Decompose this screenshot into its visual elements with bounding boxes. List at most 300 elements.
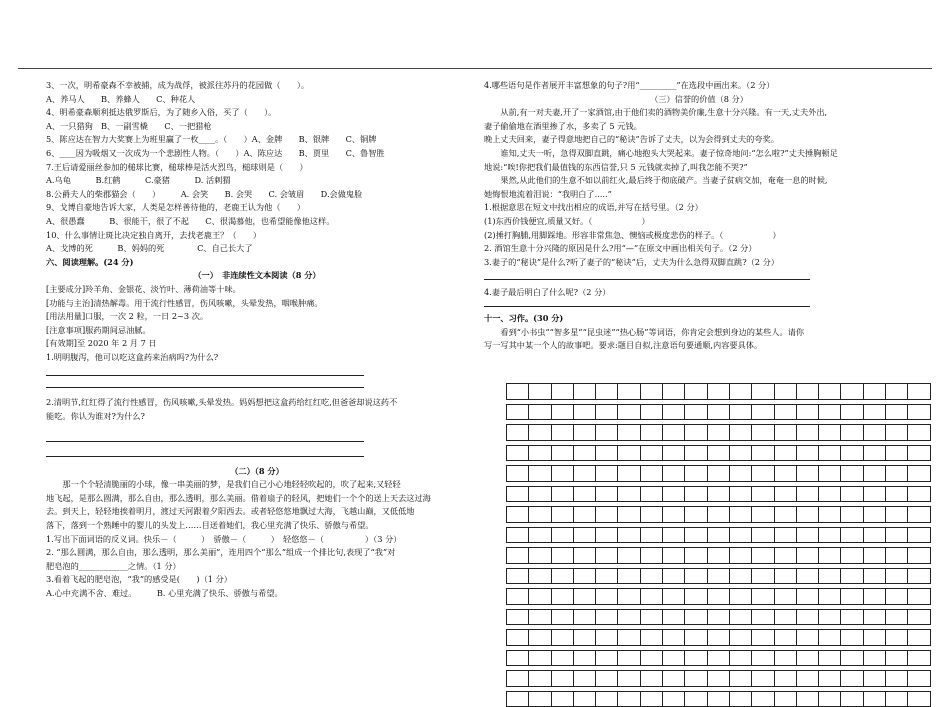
grid-cell[interactable] — [886, 404, 908, 420]
grid-cell[interactable] — [729, 650, 751, 666]
grid-cell[interactable] — [685, 384, 707, 400]
grid-cell[interactable] — [752, 589, 774, 605]
grid-cell[interactable] — [819, 445, 841, 461]
grid-cell[interactable] — [774, 507, 796, 523]
grid-cell[interactable] — [908, 404, 930, 420]
grid-cell[interactable] — [507, 527, 529, 543]
grid-cell[interactable] — [729, 507, 751, 523]
grid-cell[interactable] — [774, 384, 796, 400]
grid-cell[interactable] — [752, 548, 774, 564]
grid-cell[interactable] — [596, 507, 618, 523]
grid-cell[interactable] — [551, 404, 573, 420]
grid-cell[interactable] — [886, 527, 908, 543]
grid-cell[interactable] — [596, 527, 618, 543]
grid-cell[interactable] — [551, 691, 573, 707]
grid-cell[interactable] — [663, 630, 685, 646]
grid-cell[interactable] — [551, 671, 573, 687]
grid-cell[interactable] — [863, 527, 885, 543]
grid-cell[interactable] — [886, 630, 908, 646]
grid-cell[interactable] — [819, 404, 841, 420]
grid-cell[interactable] — [685, 486, 707, 502]
grid-cell[interactable] — [908, 384, 930, 400]
grid-cell[interactable] — [663, 507, 685, 523]
grid-cell[interactable] — [507, 568, 529, 584]
grid-cell[interactable] — [841, 568, 863, 584]
grid-cell[interactable] — [863, 384, 885, 400]
grid-cell[interactable] — [551, 527, 573, 543]
grid-cell[interactable] — [507, 589, 529, 605]
grid-cell[interactable] — [663, 568, 685, 584]
grid-cell[interactable] — [685, 589, 707, 605]
grid-cell[interactable] — [819, 466, 841, 482]
grid-cell[interactable] — [729, 691, 751, 707]
grid-cell[interactable] — [886, 425, 908, 441]
grid-cell[interactable] — [752, 650, 774, 666]
grid-cell[interactable] — [796, 466, 818, 482]
grid-cell[interactable] — [663, 671, 685, 687]
grid-cell[interactable] — [819, 691, 841, 707]
grid-cell[interactable] — [729, 589, 751, 605]
grid-cell[interactable] — [707, 650, 729, 666]
grid-cell[interactable] — [507, 691, 529, 707]
grid-cell[interactable] — [573, 527, 595, 543]
grid-cell[interactable] — [618, 589, 640, 605]
grid-cell[interactable] — [819, 548, 841, 564]
grid-cell[interactable] — [640, 384, 662, 400]
grid-cell[interactable] — [796, 404, 818, 420]
grid-cell[interactable] — [707, 589, 729, 605]
grid-cell[interactable] — [908, 548, 930, 564]
grid-cell[interactable] — [752, 486, 774, 502]
grid-cell[interactable] — [707, 527, 729, 543]
grid-cell[interactable] — [529, 609, 551, 625]
grid-cell[interactable] — [640, 507, 662, 523]
grid-cell[interactable] — [796, 650, 818, 666]
grid-cell[interactable] — [529, 507, 551, 523]
grid-cell[interactable] — [796, 609, 818, 625]
grid-cell[interactable] — [529, 548, 551, 564]
grid-cell[interactable] — [640, 630, 662, 646]
grid-cell[interactable] — [663, 548, 685, 564]
grid-cell[interactable] — [886, 568, 908, 584]
grid-cell[interactable] — [886, 384, 908, 400]
grid-cell[interactable] — [796, 630, 818, 646]
answer-line[interactable] — [484, 300, 810, 307]
grid-cell[interactable] — [707, 445, 729, 461]
grid-cell[interactable] — [863, 650, 885, 666]
grid-cell[interactable] — [685, 609, 707, 625]
grid-cell[interactable] — [796, 384, 818, 400]
grid-cell[interactable] — [596, 671, 618, 687]
grid-cell[interactable] — [573, 445, 595, 461]
grid-cell[interactable] — [796, 445, 818, 461]
grid-cell[interactable] — [551, 650, 573, 666]
grid-cell[interactable] — [863, 568, 885, 584]
grid-cell[interactable] — [596, 425, 618, 441]
grid-cell[interactable] — [908, 507, 930, 523]
grid-cell[interactable] — [841, 507, 863, 523]
grid-cell[interactable] — [796, 671, 818, 687]
grid-cell[interactable] — [886, 691, 908, 707]
grid-cell[interactable] — [886, 609, 908, 625]
grid-cell[interactable] — [640, 445, 662, 461]
grid-cell[interactable] — [796, 486, 818, 502]
grid-cell[interactable] — [863, 630, 885, 646]
grid-cell[interactable] — [863, 691, 885, 707]
grid-cell[interactable] — [707, 691, 729, 707]
grid-cell[interactable] — [618, 548, 640, 564]
grid-cell[interactable] — [507, 466, 529, 482]
answer-line[interactable] — [46, 424, 364, 442]
grid-cell[interactable] — [551, 548, 573, 564]
grid-cell[interactable] — [841, 425, 863, 441]
grid-cell[interactable] — [507, 384, 529, 400]
grid-cell[interactable] — [752, 609, 774, 625]
grid-cell[interactable] — [507, 486, 529, 502]
grid-cell[interactable] — [863, 589, 885, 605]
grid-cell[interactable] — [752, 568, 774, 584]
grid-cell[interactable] — [573, 466, 595, 482]
grid-cell[interactable] — [551, 507, 573, 523]
grid-cell[interactable] — [841, 609, 863, 625]
grid-cell[interactable] — [507, 445, 529, 461]
grid-cell[interactable] — [729, 404, 751, 420]
grid-cell[interactable] — [618, 630, 640, 646]
grid-cell[interactable] — [707, 466, 729, 482]
grid-cell[interactable] — [551, 609, 573, 625]
grid-cell[interactable] — [841, 589, 863, 605]
grid-cell[interactable] — [596, 650, 618, 666]
grid-cell[interactable] — [529, 466, 551, 482]
grid-cell[interactable] — [819, 527, 841, 543]
grid-cell[interactable] — [707, 486, 729, 502]
grid-cell[interactable] — [863, 548, 885, 564]
grid-cell[interactable] — [908, 650, 930, 666]
grid-cell[interactable] — [618, 466, 640, 482]
grid-cell[interactable] — [640, 527, 662, 543]
grid-cell[interactable] — [685, 445, 707, 461]
grid-cell[interactable] — [707, 671, 729, 687]
grid-cell[interactable] — [752, 507, 774, 523]
grid-cell[interactable] — [663, 650, 685, 666]
grid-cell[interactable] — [819, 486, 841, 502]
grid-cell[interactable] — [573, 671, 595, 687]
grid-cell[interactable] — [685, 527, 707, 543]
grid-cell[interactable] — [774, 609, 796, 625]
grid-cell[interactable] — [640, 650, 662, 666]
grid-cell[interactable] — [507, 548, 529, 564]
answer-line[interactable] — [484, 269, 810, 280]
grid-cell[interactable] — [551, 445, 573, 461]
grid-cell[interactable] — [774, 445, 796, 461]
grid-cell[interactable] — [908, 589, 930, 605]
grid-cell[interactable] — [729, 609, 751, 625]
grid-cell[interactable] — [551, 466, 573, 482]
grid-cell[interactable] — [573, 486, 595, 502]
grid-cell[interactable] — [796, 691, 818, 707]
grid-cell[interactable] — [507, 671, 529, 687]
grid-cell[interactable] — [618, 384, 640, 400]
grid-cell[interactable] — [819, 650, 841, 666]
grid-cell[interactable] — [573, 425, 595, 441]
grid-cell[interactable] — [685, 671, 707, 687]
grid-cell[interactable] — [663, 691, 685, 707]
grid-cell[interactable] — [729, 630, 751, 646]
grid-cell[interactable] — [618, 404, 640, 420]
grid-cell[interactable] — [908, 486, 930, 502]
grid-cell[interactable] — [551, 486, 573, 502]
grid-cell[interactable] — [752, 384, 774, 400]
grid-cell[interactable] — [573, 548, 595, 564]
grid-cell[interactable] — [618, 507, 640, 523]
grid-cell[interactable] — [774, 671, 796, 687]
grid-cell[interactable] — [908, 568, 930, 584]
grid-cell[interactable] — [908, 527, 930, 543]
grid-cell[interactable] — [819, 609, 841, 625]
grid-cell[interactable] — [908, 691, 930, 707]
grid-cell[interactable] — [685, 548, 707, 564]
grid-cell[interactable] — [640, 589, 662, 605]
grid-cell[interactable] — [886, 548, 908, 564]
grid-cell[interactable] — [596, 384, 618, 400]
grid-cell[interactable] — [796, 507, 818, 523]
grid-cell[interactable] — [529, 650, 551, 666]
grid-cell[interactable] — [752, 466, 774, 482]
grid-cell[interactable] — [596, 466, 618, 482]
grid-cell[interactable] — [886, 507, 908, 523]
grid-cell[interactable] — [707, 609, 729, 625]
grid-cell[interactable] — [663, 527, 685, 543]
grid-cell[interactable] — [863, 609, 885, 625]
grid-cell[interactable] — [707, 384, 729, 400]
grid-cell[interactable] — [618, 609, 640, 625]
grid-cell[interactable] — [573, 384, 595, 400]
grid-cell[interactable] — [908, 445, 930, 461]
grid-cell[interactable] — [551, 630, 573, 646]
grid-cell[interactable] — [596, 589, 618, 605]
grid-cell[interactable] — [729, 548, 751, 564]
grid-cell[interactable] — [573, 568, 595, 584]
grid-cell[interactable] — [507, 650, 529, 666]
grid-cell[interactable] — [640, 486, 662, 502]
grid-cell[interactable] — [663, 466, 685, 482]
grid-cell[interactable] — [752, 425, 774, 441]
grid-cell[interactable] — [774, 548, 796, 564]
grid-cell[interactable] — [551, 384, 573, 400]
grid-cell[interactable] — [618, 486, 640, 502]
grid-cell[interactable] — [819, 384, 841, 400]
grid-cell[interactable] — [841, 486, 863, 502]
grid-cell[interactable] — [640, 691, 662, 707]
grid-cell[interactable] — [752, 445, 774, 461]
grid-cell[interactable] — [663, 486, 685, 502]
grid-cell[interactable] — [774, 630, 796, 646]
grid-cell[interactable] — [618, 425, 640, 441]
grid-cell[interactable] — [774, 568, 796, 584]
grid-cell[interactable] — [640, 425, 662, 441]
grid-cell[interactable] — [529, 630, 551, 646]
grid-cell[interactable] — [863, 671, 885, 687]
grid-cell[interactable] — [507, 507, 529, 523]
grid-cell[interactable] — [819, 507, 841, 523]
grid-cell[interactable] — [707, 404, 729, 420]
grid-cell[interactable] — [640, 671, 662, 687]
grid-cell[interactable] — [752, 630, 774, 646]
grid-cell[interactable] — [774, 466, 796, 482]
grid-cell[interactable] — [863, 507, 885, 523]
grid-cell[interactable] — [596, 568, 618, 584]
grid-cell[interactable] — [886, 445, 908, 461]
grid-cell[interactable] — [819, 589, 841, 605]
grid-cell[interactable] — [796, 527, 818, 543]
grid-cell[interactable] — [729, 527, 751, 543]
grid-cell[interactable] — [640, 466, 662, 482]
grid-cell[interactable] — [863, 404, 885, 420]
grid-cell[interactable] — [618, 445, 640, 461]
grid-cell[interactable] — [596, 548, 618, 564]
grid-cell[interactable] — [841, 404, 863, 420]
grid-cell[interactable] — [752, 671, 774, 687]
grid-cell[interactable] — [819, 425, 841, 441]
grid-cell[interactable] — [685, 691, 707, 707]
grid-cell[interactable] — [529, 425, 551, 441]
grid-cell[interactable] — [640, 548, 662, 564]
grid-cell[interactable] — [507, 404, 529, 420]
grid-cell[interactable] — [529, 589, 551, 605]
grid-cell[interactable] — [707, 548, 729, 564]
grid-cell[interactable] — [529, 486, 551, 502]
grid-cell[interactable] — [774, 691, 796, 707]
writing-grid[interactable] — [506, 383, 931, 707]
grid-cell[interactable] — [886, 486, 908, 502]
grid-cell[interactable] — [841, 691, 863, 707]
grid-cell[interactable] — [729, 425, 751, 441]
grid-cell[interactable] — [507, 609, 529, 625]
grid-cell[interactable] — [908, 466, 930, 482]
grid-cell[interactable] — [863, 445, 885, 461]
grid-cell[interactable] — [796, 425, 818, 441]
grid-cell[interactable] — [908, 609, 930, 625]
grid-cell[interactable] — [551, 425, 573, 441]
grid-cell[interactable] — [596, 404, 618, 420]
grid-cell[interactable] — [529, 691, 551, 707]
grid-cell[interactable] — [752, 691, 774, 707]
grid-cell[interactable] — [507, 630, 529, 646]
grid-cell[interactable] — [685, 466, 707, 482]
grid-cell[interactable] — [640, 609, 662, 625]
grid-cell[interactable] — [819, 630, 841, 646]
grid-cell[interactable] — [886, 466, 908, 482]
grid-cell[interactable] — [529, 671, 551, 687]
grid-cell[interactable] — [774, 650, 796, 666]
grid-cell[interactable] — [841, 630, 863, 646]
grid-cell[interactable] — [573, 691, 595, 707]
grid-cell[interactable] — [685, 630, 707, 646]
grid-cell[interactable] — [663, 384, 685, 400]
grid-cell[interactable] — [863, 466, 885, 482]
grid-cell[interactable] — [573, 507, 595, 523]
grid-cell[interactable] — [663, 589, 685, 605]
grid-cell[interactable] — [573, 650, 595, 666]
grid-cell[interactable] — [729, 568, 751, 584]
grid-cell[interactable] — [908, 671, 930, 687]
grid-cell[interactable] — [819, 671, 841, 687]
answer-line[interactable] — [46, 376, 364, 388]
grid-cell[interactable] — [596, 486, 618, 502]
grid-cell[interactable] — [774, 404, 796, 420]
grid-cell[interactable] — [707, 425, 729, 441]
grid-cell[interactable] — [663, 404, 685, 420]
grid-cell[interactable] — [618, 568, 640, 584]
answer-line[interactable] — [46, 442, 364, 457]
grid-cell[interactable] — [774, 527, 796, 543]
grid-cell[interactable] — [573, 404, 595, 420]
grid-cell[interactable] — [596, 445, 618, 461]
grid-cell[interactable] — [685, 425, 707, 441]
grid-cell[interactable] — [663, 609, 685, 625]
grid-cell[interactable] — [573, 630, 595, 646]
grid-cell[interactable] — [640, 568, 662, 584]
grid-cell[interactable] — [596, 609, 618, 625]
grid-cell[interactable] — [596, 630, 618, 646]
grid-cell[interactable] — [707, 507, 729, 523]
grid-cell[interactable] — [841, 384, 863, 400]
grid-cell[interactable] — [796, 548, 818, 564]
grid-cell[interactable] — [640, 404, 662, 420]
grid-cell[interactable] — [507, 425, 529, 441]
grid-cell[interactable] — [551, 568, 573, 584]
grid-cell[interactable] — [886, 589, 908, 605]
grid-cell[interactable] — [685, 404, 707, 420]
grid-cell[interactable] — [841, 548, 863, 564]
grid-cell[interactable] — [796, 589, 818, 605]
grid-cell[interactable] — [729, 466, 751, 482]
grid-cell[interactable] — [529, 568, 551, 584]
grid-cell[interactable] — [685, 650, 707, 666]
grid-cell[interactable] — [774, 425, 796, 441]
grid-cell[interactable] — [618, 691, 640, 707]
grid-cell[interactable] — [729, 671, 751, 687]
grid-cell[interactable] — [774, 589, 796, 605]
grid-cell[interactable] — [618, 527, 640, 543]
grid-cell[interactable] — [573, 609, 595, 625]
grid-cell[interactable] — [729, 384, 751, 400]
grid-cell[interactable] — [618, 650, 640, 666]
grid-cell[interactable] — [529, 404, 551, 420]
grid-cell[interactable] — [796, 568, 818, 584]
grid-cell[interactable] — [841, 445, 863, 461]
grid-cell[interactable] — [908, 630, 930, 646]
grid-cell[interactable] — [529, 527, 551, 543]
grid-cell[interactable] — [529, 384, 551, 400]
grid-cell[interactable] — [618, 671, 640, 687]
grid-cell[interactable] — [663, 445, 685, 461]
grid-cell[interactable] — [752, 404, 774, 420]
grid-cell[interactable] — [863, 486, 885, 502]
grid-cell[interactable] — [707, 630, 729, 646]
grid-cell[interactable] — [685, 507, 707, 523]
grid-cell[interactable] — [551, 589, 573, 605]
grid-cell[interactable] — [729, 486, 751, 502]
grid-cell[interactable] — [819, 568, 841, 584]
grid-cell[interactable] — [774, 486, 796, 502]
grid-cell[interactable] — [841, 466, 863, 482]
grid-cell[interactable] — [886, 671, 908, 687]
grid-cell[interactable] — [573, 589, 595, 605]
grid-cell[interactable] — [685, 568, 707, 584]
grid-cell[interactable] — [863, 425, 885, 441]
grid-cell[interactable] — [841, 527, 863, 543]
